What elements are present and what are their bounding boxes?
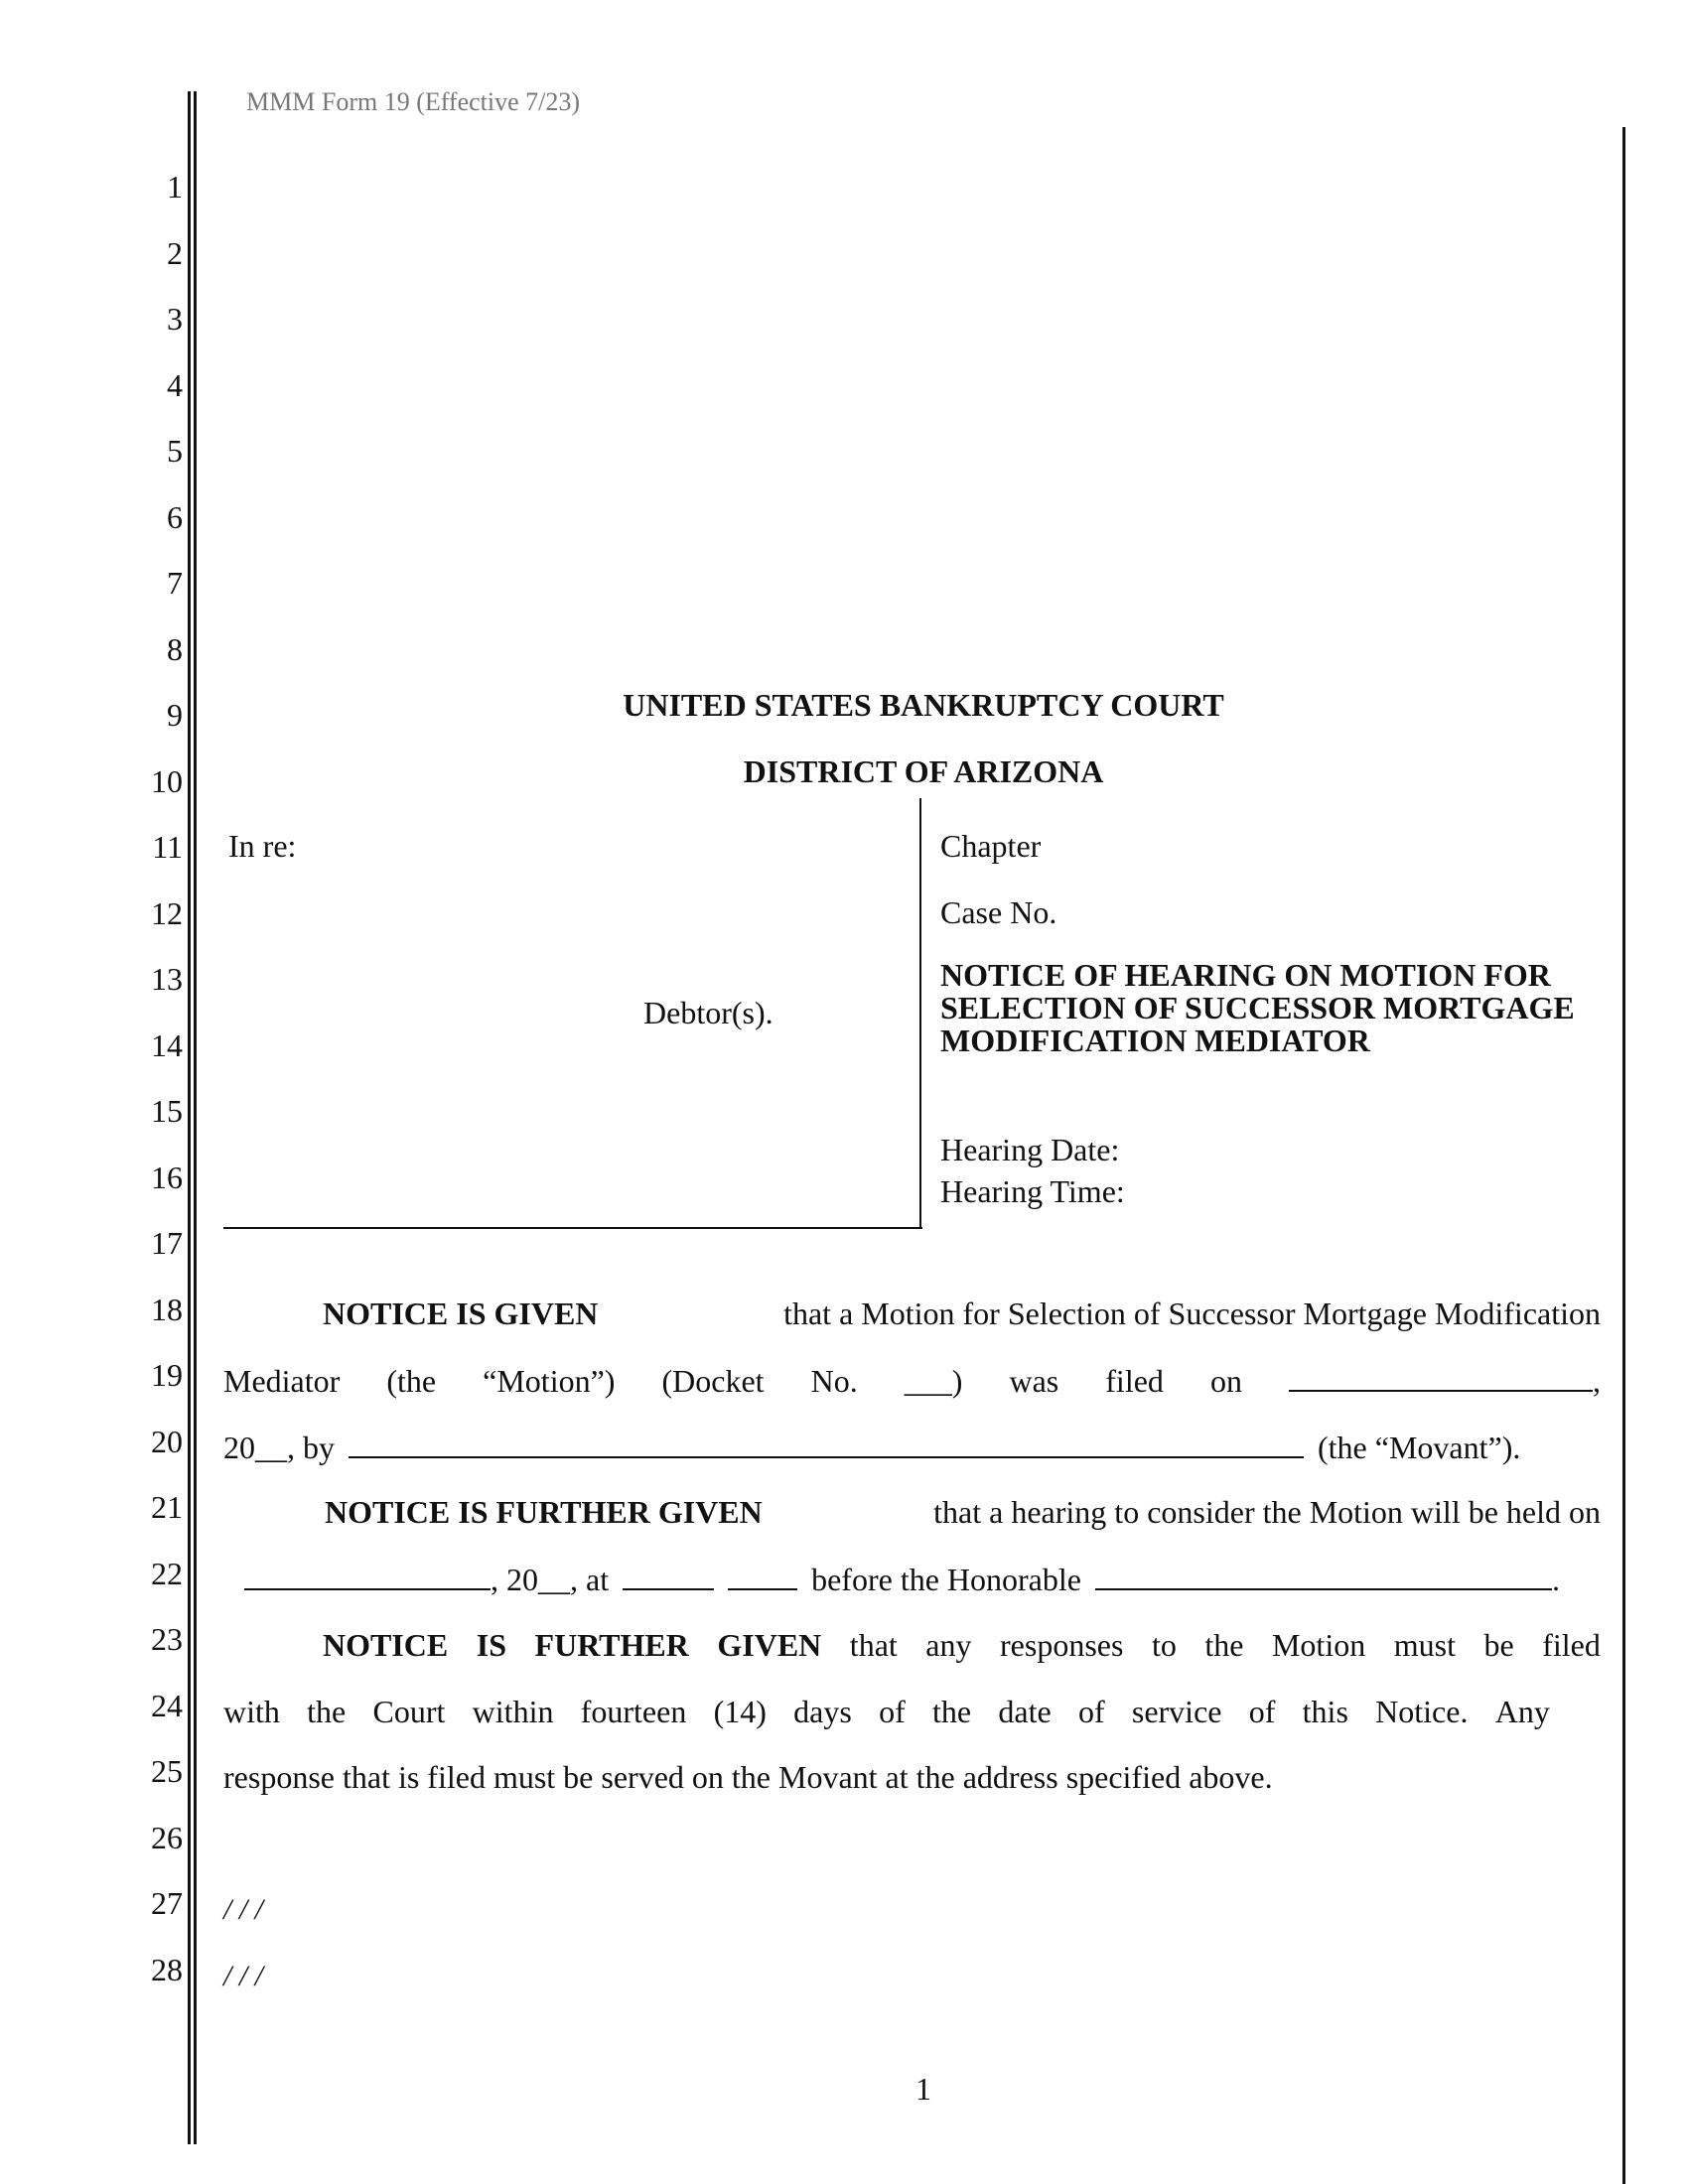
p3-lead-word: IS xyxy=(476,1627,507,1663)
p3-lead-word: GIVEN xyxy=(717,1627,822,1663)
movant-name-blank[interactable] xyxy=(349,1427,1304,1458)
p3-word: date xyxy=(998,1694,1052,1729)
p2-line-2 xyxy=(244,1559,1601,1599)
p1-word: (the xyxy=(386,1363,437,1399)
line-number: 4 xyxy=(167,366,183,403)
p3-word: fourteen xyxy=(580,1694,687,1729)
docket-number-blank[interactable]: ___) xyxy=(904,1363,963,1399)
p3-lead-word: FURTHER xyxy=(534,1627,689,1663)
p1-word: No. xyxy=(810,1363,858,1399)
p3-word: Court xyxy=(372,1694,446,1729)
left-margin-rule-inner xyxy=(194,91,197,2144)
line-number: 18 xyxy=(151,1291,183,1327)
p1-lead: NOTICE IS GIVEN xyxy=(323,1296,599,1331)
page-number: 1 xyxy=(915,2071,931,2107)
p3-word: this xyxy=(1302,1694,1348,1729)
p3-word: Notice. xyxy=(1375,1694,1469,1729)
p3-word: the xyxy=(1204,1627,1244,1663)
hearing-time-label: Hearing Time: xyxy=(940,1173,1125,1209)
p3-word: any xyxy=(925,1627,972,1663)
filing-date-segment xyxy=(1289,1360,1601,1401)
p3-line-3: response that is filed must be served on the Movant at the address specified above. xyxy=(223,1759,1273,1795)
p1-word: Mediator xyxy=(223,1363,341,1399)
p1-line-2 xyxy=(223,1360,1601,1401)
line-number: 5 xyxy=(167,433,183,469)
debtor-label: Debtor(s). xyxy=(643,995,774,1030)
line-number: 12 xyxy=(151,894,183,931)
line-number: 8 xyxy=(167,630,183,667)
p3-word: days xyxy=(793,1694,852,1729)
line-number: 28 xyxy=(151,1951,183,1987)
line-number: 10 xyxy=(151,762,183,799)
court-district: DISTRICT OF ARIZONA xyxy=(743,753,1104,789)
p3-word: of xyxy=(1077,1694,1105,1729)
p3-word: within xyxy=(472,1694,554,1729)
line-number: 23 xyxy=(151,1621,183,1657)
p3-word: with xyxy=(223,1694,280,1729)
p1-word: “Motion”) xyxy=(483,1363,616,1399)
p1-line-3 xyxy=(223,1427,1601,1467)
continuation-mark: / / / xyxy=(223,1893,264,1926)
hearing-ampm-blank[interactable] xyxy=(728,1559,797,1590)
p1-line-3-start: 20__, by xyxy=(223,1430,335,1465)
left-margin-rule-outer xyxy=(188,91,191,2144)
line-number: 21 xyxy=(151,1489,183,1525)
p3-word: the xyxy=(932,1694,972,1729)
p1-word: was xyxy=(1009,1363,1059,1399)
p2-line-1-text: that a hearing to consider the Motion will be held on xyxy=(933,1494,1601,1530)
in-re-label: In re: xyxy=(228,828,297,864)
form-identifier: MMM Form 19 (Effective 7/23) xyxy=(246,87,581,116)
line-number: 26 xyxy=(151,1819,183,1855)
p3-word: of xyxy=(1248,1694,1276,1729)
p3-word: of xyxy=(879,1694,906,1729)
p3-word: service xyxy=(1131,1694,1222,1729)
line-number: 25 xyxy=(151,1753,183,1789)
caption-bottom-rule xyxy=(223,1227,922,1229)
line-number: 15 xyxy=(151,1093,183,1129)
p3-word: the xyxy=(307,1694,347,1729)
p1-word: filed xyxy=(1105,1363,1164,1399)
right-margin-rule xyxy=(1622,127,1625,2184)
chapter-label: Chapter xyxy=(940,828,1042,864)
p3-word: Motion xyxy=(1271,1627,1366,1663)
line-number: 27 xyxy=(151,1885,183,1921)
hearing-time-blank[interactable] xyxy=(623,1559,714,1590)
line-number: 17 xyxy=(151,1225,183,1261)
p1-line-1-text: that a Motion for Selection of Successor Mortgage Modification xyxy=(783,1296,1601,1331)
p3-line-2 xyxy=(223,1692,1550,1731)
filing-date-comma: , xyxy=(1593,1363,1601,1399)
p3-word: (14) xyxy=(713,1694,767,1729)
line-number: 2 xyxy=(167,234,183,271)
caption-divider-rule xyxy=(919,798,921,1229)
p3-word: be xyxy=(1483,1627,1514,1663)
p2-line-2-period: . xyxy=(1551,1562,1560,1597)
line-number: 11 xyxy=(152,829,183,865)
p1-word: on xyxy=(1209,1363,1242,1399)
p3-word: filed xyxy=(1542,1627,1601,1663)
p3-line-1 xyxy=(223,1625,1601,1665)
line-number: 3 xyxy=(167,301,183,337)
p2-line-2-judge-label: before the Honorable xyxy=(811,1562,1081,1597)
line-number: 7 xyxy=(167,565,183,601)
p1-word: (Docket xyxy=(661,1363,765,1399)
line-number: 16 xyxy=(151,1159,183,1195)
line-number: 6 xyxy=(167,498,183,535)
filing-date-blank[interactable] xyxy=(1289,1360,1593,1392)
p3-lead-word: NOTICE xyxy=(323,1627,449,1663)
p3-word: that xyxy=(849,1627,898,1663)
case-number-label: Case No. xyxy=(940,894,1057,930)
p3-word: to xyxy=(1151,1627,1177,1663)
hearing-date-label: Hearing Date: xyxy=(940,1132,1120,1167)
p2-line-2-year: , 20__, at xyxy=(491,1562,610,1597)
line-number: 24 xyxy=(151,1687,183,1723)
line-number: 1 xyxy=(167,169,183,205)
p2-line-1 xyxy=(223,1492,1601,1532)
p3-word: must xyxy=(1393,1627,1456,1663)
continuation-mark: / / / xyxy=(223,1960,264,1992)
line-number: 13 xyxy=(151,961,183,997)
p3-word: Any xyxy=(1494,1694,1550,1729)
judge-name-blank[interactable] xyxy=(1095,1559,1552,1590)
document-title: NOTICE OF HEARING ON MOTION FOR SELECTION OF SUCCESSOR MORTGAGE MODIFICATION MEDIATOR xyxy=(940,957,1575,1058)
court-name: UNITED STATES BANKRUPTCY COURT xyxy=(623,687,1224,723)
p2-lead: NOTICE IS FURTHER GIVEN xyxy=(325,1494,763,1530)
line-number: 22 xyxy=(151,1555,183,1591)
line-number: 9 xyxy=(167,697,183,733)
p1-line-1 xyxy=(223,1294,1601,1333)
line-number: 14 xyxy=(151,1026,183,1063)
p3-word: responses xyxy=(1000,1627,1124,1663)
hearing-date-blank[interactable] xyxy=(244,1559,491,1590)
line-number: 20 xyxy=(151,1423,183,1459)
p1-line-3-end: (the “Movant”). xyxy=(1318,1430,1521,1465)
line-number: 19 xyxy=(151,1357,183,1393)
